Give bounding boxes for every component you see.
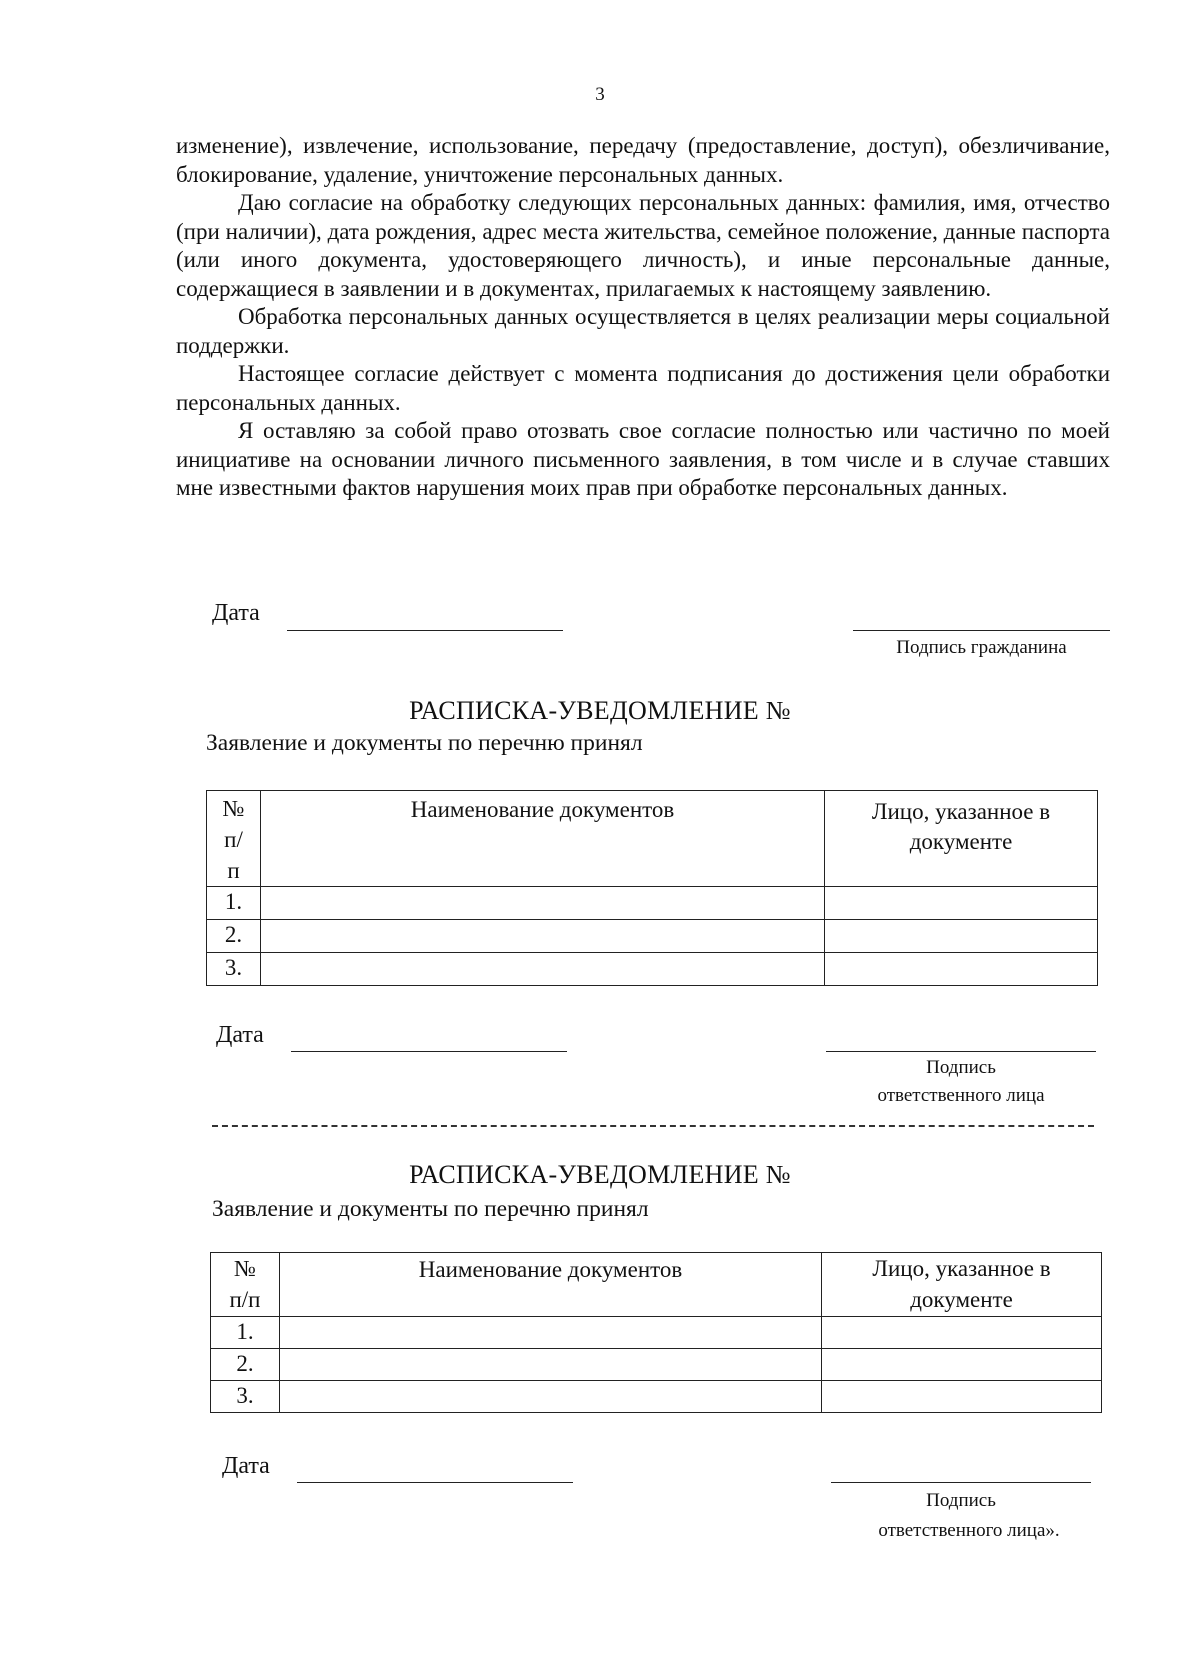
consent-text bbox=[176, 132, 1110, 503]
date-field-line[interactable] bbox=[287, 630, 563, 631]
cut-line bbox=[212, 1125, 1094, 1127]
header-number-line: № bbox=[222, 796, 245, 821]
table-row bbox=[211, 1317, 1102, 1349]
row-number: 1. bbox=[207, 887, 261, 920]
date-field-line[interactable] bbox=[297, 1482, 573, 1483]
table-row bbox=[211, 1381, 1102, 1413]
signature-caption-line: ответственного лица bbox=[877, 1085, 1045, 1106]
document-name-cell[interactable] bbox=[261, 953, 825, 986]
documents-table-2 bbox=[210, 1252, 1102, 1413]
table-row bbox=[207, 920, 1098, 953]
page-number: 3 bbox=[595, 84, 605, 105]
receipt-subtitle-1: Заявление и документы по перечню принял bbox=[206, 730, 643, 756]
documents-table-1 bbox=[206, 790, 1098, 986]
header-person bbox=[822, 1253, 1102, 1317]
person-cell[interactable] bbox=[822, 1349, 1102, 1381]
signature-field-line[interactable] bbox=[826, 1051, 1096, 1052]
signature-field-line[interactable] bbox=[831, 1482, 1091, 1483]
person-cell[interactable] bbox=[822, 1381, 1102, 1413]
person-cell[interactable] bbox=[822, 1317, 1102, 1349]
receipt-title-2: РАСПИСКА-УВЕДОМЛЕНИЕ № bbox=[409, 1160, 791, 1189]
receipt2-signature-block bbox=[0, 1453, 1200, 1543]
paragraph-5: Я оставляю за собой право отозвать свое согласие полностью или частично по моей инициативе на основании личного письменного заявления, в том числе и в случае ставших мне известными фактов нарушения моих прав при обработке персональных данных. bbox=[176, 418, 1110, 500]
document-name-cell[interactable] bbox=[280, 1381, 822, 1413]
header-number-line: п/ bbox=[224, 827, 243, 852]
signature-caption bbox=[826, 1054, 1096, 1110]
receipt-title-1: РАСПИСКА-УВЕДОМЛЕНИЕ № bbox=[409, 696, 791, 725]
header-person-line: документе bbox=[910, 1287, 1013, 1312]
document-name-cell[interactable] bbox=[280, 1317, 822, 1349]
signature-caption bbox=[831, 1486, 1091, 1546]
document-name-cell[interactable] bbox=[261, 920, 825, 953]
table-row bbox=[211, 1349, 1102, 1381]
table-row bbox=[207, 953, 1098, 986]
signature-caption-line: Подпись bbox=[926, 1490, 996, 1511]
header-person: Лицо, указанное в документе bbox=[825, 791, 1098, 887]
row-number: 3. bbox=[211, 1381, 280, 1413]
header-number bbox=[211, 1253, 280, 1317]
paragraph-3: Обработка персональных данных осуществляется в целях реализации меры социальной поддержки. bbox=[176, 304, 1110, 358]
receipt-subtitle-2: Заявление и документы по перечню принял bbox=[212, 1196, 649, 1222]
date-label: Дата bbox=[216, 1022, 264, 1048]
paragraph-2: Даю согласие на обработку следующих персональных данных: фамилия, имя, отчество (при наличии), дата рождения, адрес места жительства, семейное положение, данные паспорта (или иного документа, удостоверяющего личность), и иные персональные данные, содержащиеся в заявлении и в документах, прилагаемых к настоящему заявлению. bbox=[176, 190, 1110, 301]
consent-signature-block bbox=[0, 600, 1200, 660]
row-number: 3. bbox=[207, 953, 261, 986]
table-header-row bbox=[211, 1253, 1102, 1317]
header-person-line: Лицо, указанное в bbox=[872, 1256, 1051, 1281]
paragraph-4: Настоящее согласие действует с момента подписания до достижения цели обработки персональных данных. bbox=[176, 361, 1110, 415]
paragraph-1: изменение), извлечение, использование, передачу (предоставление, доступ), обезличивание, блокирование, удаление, уничтожение персональных данных. bbox=[176, 133, 1110, 187]
table-header-row bbox=[207, 791, 1098, 887]
row-number: 2. bbox=[207, 920, 261, 953]
person-cell[interactable] bbox=[825, 953, 1098, 986]
document-name-cell[interactable] bbox=[280, 1349, 822, 1381]
receipt1-signature-block bbox=[0, 1022, 1200, 1106]
date-label: Дата bbox=[222, 1453, 270, 1479]
signature-caption-line: ответственного лица». bbox=[878, 1520, 1060, 1541]
person-cell[interactable] bbox=[825, 920, 1098, 953]
header-number-line: п/п bbox=[229, 1287, 261, 1312]
signature-caption: Подпись гражданина bbox=[896, 637, 1067, 658]
header-number bbox=[207, 791, 261, 887]
date-field-line[interactable] bbox=[291, 1051, 567, 1052]
row-number: 1. bbox=[211, 1317, 280, 1349]
header-number-line: п bbox=[227, 858, 240, 883]
person-cell[interactable] bbox=[825, 887, 1098, 920]
header-document-name: Наименование документов bbox=[280, 1253, 822, 1317]
signature-field-line[interactable] bbox=[853, 630, 1110, 631]
table-row bbox=[207, 887, 1098, 920]
header-number-line: № bbox=[234, 1256, 256, 1281]
date-label: Дата bbox=[212, 600, 260, 626]
document-name-cell[interactable] bbox=[261, 887, 825, 920]
signature-caption-line: Подпись bbox=[926, 1057, 996, 1078]
header-document-name: Наименование документов bbox=[261, 791, 825, 887]
row-number: 2. bbox=[211, 1349, 280, 1381]
